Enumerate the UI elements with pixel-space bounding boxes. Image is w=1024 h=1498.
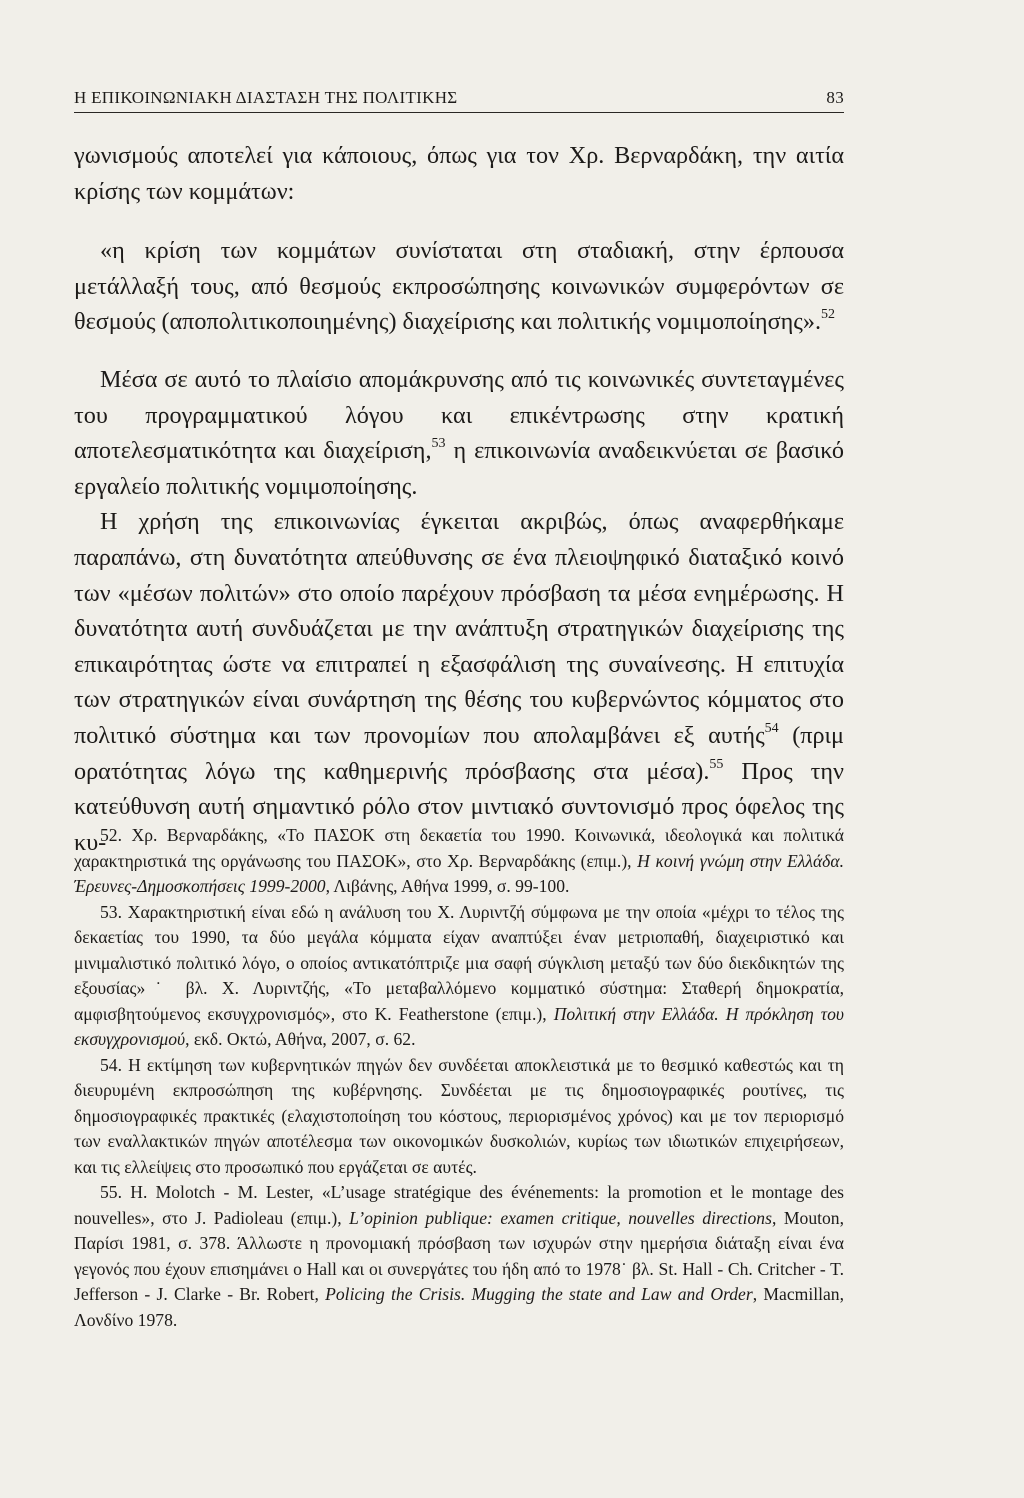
footnotes [74,823,844,1333]
footnote-ref-52: 52 [821,307,835,323]
block-quote: «η κρίση των κομμάτων συνίσταται στη σταδιακή, στην έρπουσα μετάλλαξή τους, από θεσμούς εκπροσώπησης κοινωνικών συμφερόντων σε θεσμούς (αποπολιτικοποιημένης) διαχείρισης και πολιτικής νομιμοποίησης».$^{52}$ [74,237,844,336]
paragraph-3: Η χρήση της επικοινωνίας έγκειται ακριβώς, όπως αναφερθήκαμε παραπάνω, στη δυνατότητα απεύθυνσης σε ένα πλειοψηφικό διαταξικό κοινό των «μέσων πολιτών» στο οποίο παρέχουν πρόσβαση τα μέσα ενημέρωσης. Η δυνατότητα αυτή συνδυάζεται με την ανάπτυξη στρατηγικών διαχείρισης της επικαιρότητας ώστε να επιτραπεί η εξασφάλιση της συναίνεσης. Η επιτυχία των στρατηγικών είναι συνάρτηση της θέσης του κυβερνώντος κόμματος στο πολιτικό σύστημα και των προνομίων που απολαμβάνει εξ αυτής$^{54}$ (πριμ ορατότητας λόγω της καθημερινής πρόσβασης στα μέσα).$^{55}$ Προς την κατεύθυνση αυτή σημαντικό ρόλο στον μιντιακό συντονισμό προς όφελος της κυ- [74,508,845,856]
footnote-52: 52. Χρ. Βερναρδάκης, «Το ΠΑΣΟΚ στη δεκαετία του 1990. Κοινωνικά, ιδεολογικά και πολιτικά χαρακτηριστικά της οργάνωσης του ΠΑΣΟΚ», στο Χρ. Βερναρδάκης (επιμ.), Η κοινή γνώμη στην Ελλάδα. Έρευνες-Δημοσκοπήσεις 1999-2000, Λιβάνης, Αθήνα 1999, σ. 99-100. [74,825,844,896]
footnote-ref-55: 55 [709,756,724,772]
page-number: 83 [826,88,844,107]
paragraph-2: Μέσα σε αυτό το πλαίσιο απομάκρυνσης από τις κοινωνικές συντεταγμένες του προγραμματικού λόγου και επικέντρωσης στην κρατική αποτελεσματικότητα και διαχείριση,$^{53}$ η επικοινωνία αναδεικνύεται σε βασικό εργαλείο πολιτικής νομιμοποίησης. [74,365,844,500]
footnote-53: 53. Χαρακτηριστική είναι εδώ η ανάλυση του Χ. Λυριντζή σύμφωνα με την οποία «μέχρι το τέλος της δεκαετίας του 1990, τα δύο μεγάλα κόμματα είχαν αναπτύξει έναν μετριοπαθή, διαχειριστικό και μινιμαλιστικό πολιτικό λόγο, ο οποίος αντικατόπτριζε μια σαφή σύγκλιση μεταξύ των δύο διεκδικητών της εξουσίας»˙ βλ. Χ. Λυριντζής, «Το μεταβαλλόμενο κομματικό σύστημα: Σταθερή δημοκρατία, αμφισβητούμενος εκσυγχρονισμός», στο K. Featherstone (επιμ.), Πολιτική στην Ελλάδα. Η πρόκληση του εκσυγχρονισμού, εκδ. Οκτώ, Αθήνα, 2007, σ. 62. [74,901,844,1049]
footnote-ref-53: 53 [431,436,446,452]
footnote-54: 54. Η εκτίμηση των κυβερνητικών πηγών δεν συνδέεται αποκλειστικά με το θεσμικό καθεστώς και τη διευρυμένη εκπροσώπηση της κυβέρνησης. Συνδέεται με τις δημοσιογραφικές ρουτίνες, τις δημοσιογραφικές πρακτικές (ελαχιστοποίηση του κόστους, περιορισμένος χρόνος) και με τον περιορισμό των εναλλακτικών πηγών αποτέλεσμα των οικονομικών δυσκολιών, κυρίως των ιδιωτικών επιχειρήσεων, και τις ελλείψεις στο προσωπικό που εργάζεται σε αυτές. [74,1054,844,1177]
paragraph-continuation: γωνισμούς αποτελεί για κάποιους, όπως για τον Χρ. Βερναρδάκη, την αιτία κρίσης των κομμάτων: [74,142,844,205]
main-text [74,138,844,860]
footnote-ref-54: 54 [764,720,779,736]
running-header [74,88,844,113]
footnote-55: 55. H. Molotch - M. Lester, «L’usage stratégique des événements: la promotion et le montage des nouvelles», στο J. Padioleau (επιμ.), L’opinion publique: examen critique, nouvelles directions, Mouton, Παρίσι 1981, σ. 378. Άλλωστε η προνομιακή πρόσβαση των ισχυρών στην ημερήσια διάταξη είναι ένα γεγονός που έχουν επισημάνει ο Hall και οι συνεργάτες του ήδη από το 1978˙ βλ. St. Hall - Ch. Critcher - T. Jefferson - J. Clarke - Br. Robert, Policing the Crisis. Mugging the state and Law and Order, Macmillan, Λονδίνο 1978. [74,1182,844,1330]
running-title: Η ΕΠΙΚΟΙΝΩΝΙΑΚΗ ΔΙΑΣΤΑΣΗ ΤΗΣ ΠΟΛΙΤΙΚΗΣ [74,88,458,107]
